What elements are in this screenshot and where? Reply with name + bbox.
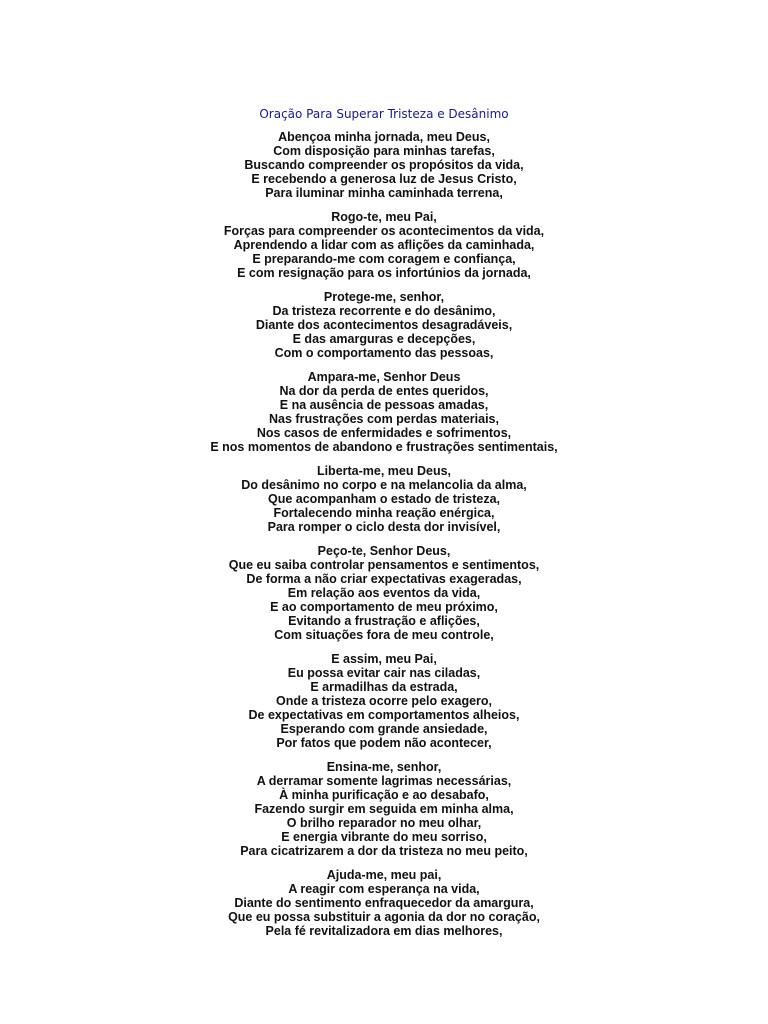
poem-line: Peço-te, Senhor Deus, <box>317 544 451 558</box>
poem-stanza <box>0 544 768 642</box>
poem-line: Em relação aos eventos da vida, <box>287 586 481 600</box>
poem-line: E nos momentos de abandono e frustrações sentimentais, <box>210 440 558 454</box>
poem-stanza <box>0 290 768 360</box>
poem-line: Para romper o ciclo desta dor invisível, <box>267 520 501 534</box>
poem-line: A derramar somente lagrimas necessárias, <box>256 774 512 788</box>
poem-line: Forças para compreender os acontecimentos da vida, <box>223 224 545 238</box>
poem-line: Nas frustrações com perdas materiais, <box>269 412 499 426</box>
poem-line: E ao comportamento de meu próximo, <box>270 600 498 614</box>
poem-stanza <box>0 370 768 454</box>
document-title: Oração Para Superar Tristeza e Desânimo <box>259 107 509 121</box>
poem-line: Diante do sentimento enfraquecedor da amargura, <box>234 896 534 910</box>
poem-line: Eu possa evitar cair nas ciladas, <box>287 666 481 680</box>
poem-line: Por fatos que podem não acontecer, <box>276 736 492 750</box>
poem-line: Que acompanham o estado de tristeza, <box>267 492 500 506</box>
poem-stanza <box>0 464 768 534</box>
poem-line: Ampara-me, Senhor Deus <box>307 370 461 384</box>
poem-line: Fazendo surgir em seguida em minha alma, <box>254 802 514 816</box>
poem-line: Liberta-me, meu Deus, <box>316 464 452 478</box>
poem-line: Buscando compreender os propósitos da vida, <box>244 158 524 172</box>
poem-line: Aprendendo a lidar com as aflições da caminhada, <box>233 238 535 252</box>
poem-line: Ajuda-me, meu pai, <box>326 868 442 882</box>
poem-line: E das amarguras e decepções, <box>292 332 476 346</box>
poem-stanza <box>0 652 768 750</box>
poem-line: Que eu possa substituir a agonia da dor no coração, <box>228 910 540 924</box>
poem-line: Com o comportamento das pessoas, <box>274 346 494 360</box>
poem-line: Da tristeza recorrente e do desânimo, <box>272 304 496 318</box>
poem-line: O brilho reparador no meu olhar, <box>286 816 482 830</box>
poem-line: De forma a não criar expectativas exageradas, <box>246 572 522 586</box>
poem-line: Fortalecendo minha reação enérgica, <box>273 506 495 520</box>
poem-stanza <box>0 760 768 858</box>
poem-line: E com resignação para os infortúnios da jornada, <box>237 266 531 280</box>
poem-line: À minha purificação e ao desabafo, <box>279 788 489 802</box>
poem-line: Pela fé revitalizadora em dias melhores, <box>265 924 503 938</box>
poem-line: E na ausência de pessoas amadas, <box>279 398 489 412</box>
poem-line: E armadilhas da estrada, <box>310 680 458 694</box>
poem-line: E assim, meu Pai, <box>331 652 437 666</box>
poem-line: Do desânimo no corpo e na melancolia da alma, <box>241 478 527 492</box>
poem-line: E preparando-me com coragem e confiança, <box>252 252 516 266</box>
poem-line: Que eu saiba controlar pensamentos e sentimentos, <box>228 558 540 572</box>
poem-stanza <box>0 130 768 200</box>
poem-line: Com situações fora de meu controle, <box>274 628 494 642</box>
poem-line: Esperando com grande ansiedade, <box>280 722 488 736</box>
poem-line: Protege-me, senhor, <box>323 290 445 304</box>
poem-line: A reagir com esperança na vida, <box>288 882 480 896</box>
poem-line: E recebendo a generosa luz de Jesus Cristo, <box>251 172 517 186</box>
poem-stanza <box>0 868 768 938</box>
poem-stanza <box>0 210 768 280</box>
poem-line: Abençoa minha jornada, meu Deus, <box>278 130 490 144</box>
poem-line: Diante dos acontecimentos desagradáveis, <box>255 318 513 332</box>
poem-line: Na dor da perda de entes queridos, <box>279 384 489 398</box>
poem-line: Ensina-me, senhor, <box>326 760 442 774</box>
poem-line: Com disposição para minhas tarefas, <box>273 144 495 158</box>
poem-line: E energia vibrante do meu sorriso, <box>281 830 487 844</box>
poem-line: Rogo-te, meu Pai, <box>331 210 437 224</box>
poem-line: Onde a tristeza ocorre pelo exagero, <box>275 694 493 708</box>
poem-line: Nos casos de enfermidades e sofrimentos, <box>256 426 512 440</box>
poem-line: Para cicatrizarem a dor da tristeza no meu peito, <box>240 844 528 858</box>
poem-body <box>0 130 768 948</box>
poem-line: Para iluminar minha caminhada terrena, <box>265 186 503 200</box>
poem-line: Evitando a frustração e aflições, <box>288 614 480 628</box>
poem-line: De expectativas em comportamentos alheios, <box>248 708 520 722</box>
